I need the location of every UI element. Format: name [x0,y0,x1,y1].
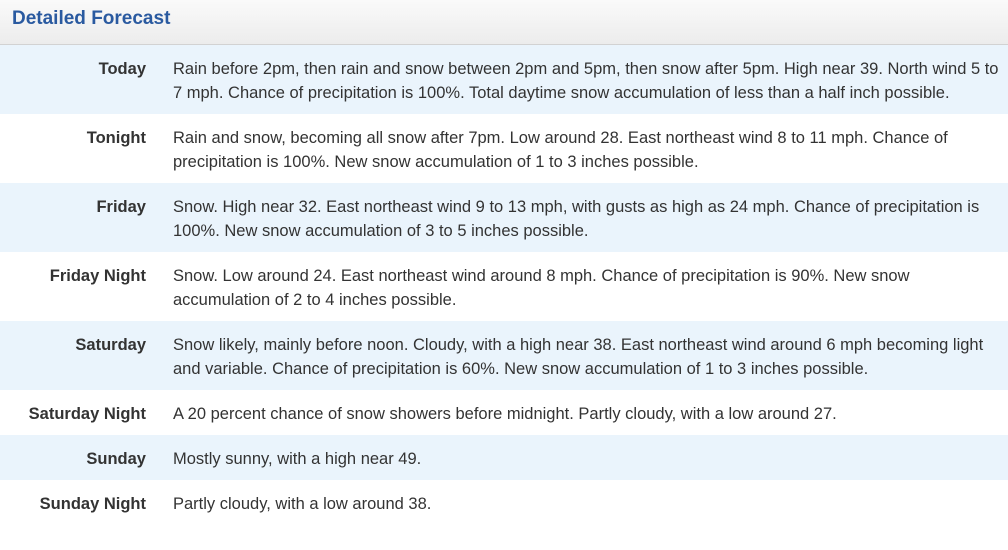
forecast-row [0,480,1008,525]
forecast-period-text: Snow. Low around 24. East northeast wind around 8 mph. Chance of precipitation is 90%. New snow accumulation of 2 to 4 inches possible. [173,267,910,309]
forecast-period-label: Sunday [86,450,146,468]
panel-header [0,0,1008,45]
forecast-row [0,45,1008,114]
forecast-row [0,114,1008,183]
forecast-period-label: Sunday Night [39,495,146,513]
forecast-period-label: Tonight [86,129,146,147]
forecast-period-text: Snow. High near 32. East northeast wind 9 to 13 mph, with gusts as high as 24 mph. Chance of precipitation is 100%. New snow accumulation of 3 to 5 inches possible. [173,198,980,240]
forecast-period-label: Friday [96,198,146,216]
forecast-period-text: Mostly sunny, with a high near 49. [173,450,422,468]
forecast-row [0,252,1008,321]
forecast-period-label: Today [98,60,146,78]
forecast-row [0,183,1008,252]
forecast-row [0,435,1008,480]
forecast-period-text: Rain before 2pm, then rain and snow between 2pm and 5pm, then snow after 5pm. High near 39. North wind 5 to 7 mph. Chance of precipitation is 100%. Total daytime snow accumulation of less than a half inch possible. [173,60,999,102]
forecast-period-label: Saturday [75,336,146,354]
forecast-row [0,321,1008,390]
forecast-period-text: Snow likely, mainly before noon. Cloudy, with a high near 38. East northeast wind around 6 mph becoming light and variable. Chance of precipitation is 60%. New snow accumulation of 1 to 3 inches possible. [173,336,984,378]
forecast-list [0,45,1008,525]
forecast-period-text: Partly cloudy, with a low around 38. [173,495,432,513]
forecast-period-label: Saturday Night [28,405,146,423]
forecast-period-text: Rain and snow, becoming all snow after 7pm. Low around 28. East northeast wind 8 to 11 mph. Chance of precipitation is 100%. New snow accumulation of 1 to 3 inches possible. [173,129,948,171]
forecast-row [0,390,1008,435]
panel-title: Detailed Forecast [12,8,171,29]
forecast-period-text: A 20 percent chance of snow showers before midnight. Partly cloudy, with a low around 27. [173,405,837,423]
forecast-period-label: Friday Night [49,267,146,285]
